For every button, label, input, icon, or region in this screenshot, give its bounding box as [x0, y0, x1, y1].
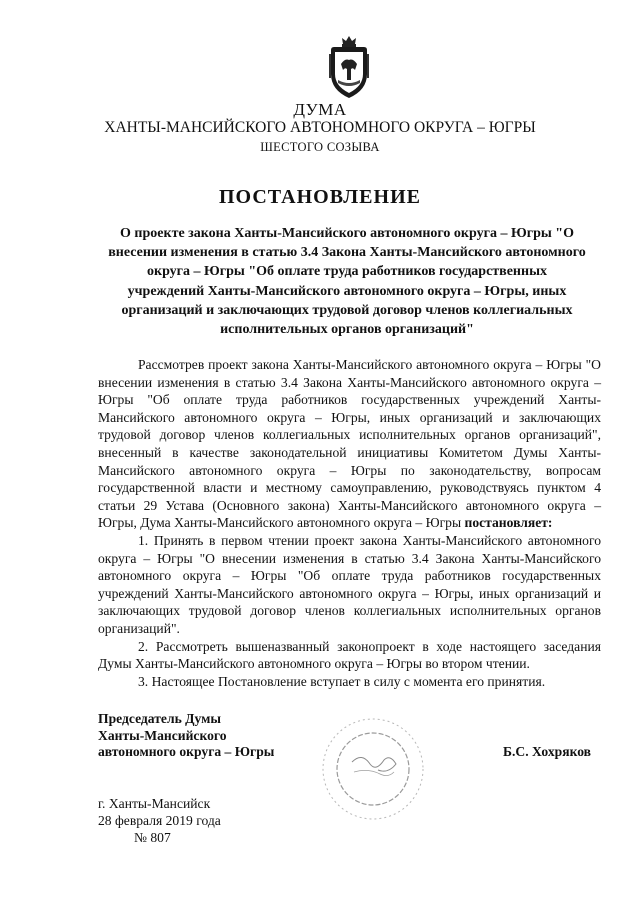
document-type-title: ПОСТАНОВЛЕНИЕ — [219, 186, 421, 208]
footer-date: 28 февраля 2019 года — [98, 813, 221, 828]
resolution-item-1: 1. Принять в первом чтении проект закона Ханты-Мансийского автономного округа – Югры "О внесении изменения в статью 3.4 Закона Ханты-Мансийского автономного округа – Югры "Об оплате труда работников государственных учреждений Ханты-Мансийского автономного округа – Югры, иных организаций и заключающих трудовой договор членов коллегиальных исполнительных органов организаций". — [98, 533, 601, 636]
footer-number: № 807 — [134, 830, 171, 845]
coat-of-arms-emblem-icon — [327, 34, 371, 100]
signatory-name: Б.С. Хохряков — [503, 744, 592, 759]
stamp-seal-icon — [318, 714, 428, 824]
preamble-paragraph — [98, 356, 601, 532]
document-footer — [98, 795, 221, 846]
resolution-item-3: 3. Настоящее Постановление вступает в силу с момента его принятия. — [138, 673, 546, 689]
signatory-title-line-3: автономного округа – Югры — [98, 744, 275, 759]
preamble-text: Рассмотрев проект закона Ханты-Мансийского автономного округа – Югры "О внесении изменения в статью 3.4 Закона Ханты-Мансийского автономного округа – Югры "Об оплате труда работников государственных учреждений Ханты-Мансийского автономного округа – Югры, иных организаций и заключающих трудовой договор членов коллегиальных исполнительных органов организаций", внесенный в качестве законодательной инициативы Комитетом Думы Ханты-Мансийского автономного округа – Югры по законодательству, вопросам государственной власти и местному самоуправлению, руководствуясь пунктом 4 статьи 29 Устава (Основного закона) Ханты-Мансийского автономного округа – Югры, Дума Ханты-Мансийского автономного округа – Югры — [98, 357, 601, 531]
document-subject: О проекте закона Ханты-Мансийского автономного округа – Югры "О внесении изменения в статью 3.4 Закона Ханты-Мансийского автономного округа – Югры "Об оплате труда работников государственных учреждений Ханты-Мансийского автономного округа – Югры, иных организаций и заключающих трудовой договор членов коллегиальных исполнительных органов организаций" — [108, 226, 586, 338]
signatory-title — [98, 711, 274, 761]
resolution-items — [98, 532, 601, 690]
org-convocation: ШЕСТОГО СОЗЫВА — [260, 140, 380, 154]
footer-city: г. Ханты-Мансийск — [98, 796, 211, 811]
resolves-word: постановляет: — [464, 515, 553, 531]
signatory-title-line-1: Председатель Думы — [98, 711, 222, 726]
org-name-line-1: ДУМА — [293, 100, 347, 119]
signatory-title-line-2: Ханты-Мансийского — [98, 727, 227, 743]
resolution-item-2: 2. Рассмотреть вышеназванный законопроект в ходе настоящего заседания Думы Ханты-Мансийского автономного округа – Югры во втором чтении. — [98, 638, 601, 672]
org-name-line-2: ХАНТЫ-МАНСИЙСКОГО АВТОНОМНОГО ОКРУГА – ЮГРЫ — [104, 119, 536, 136]
